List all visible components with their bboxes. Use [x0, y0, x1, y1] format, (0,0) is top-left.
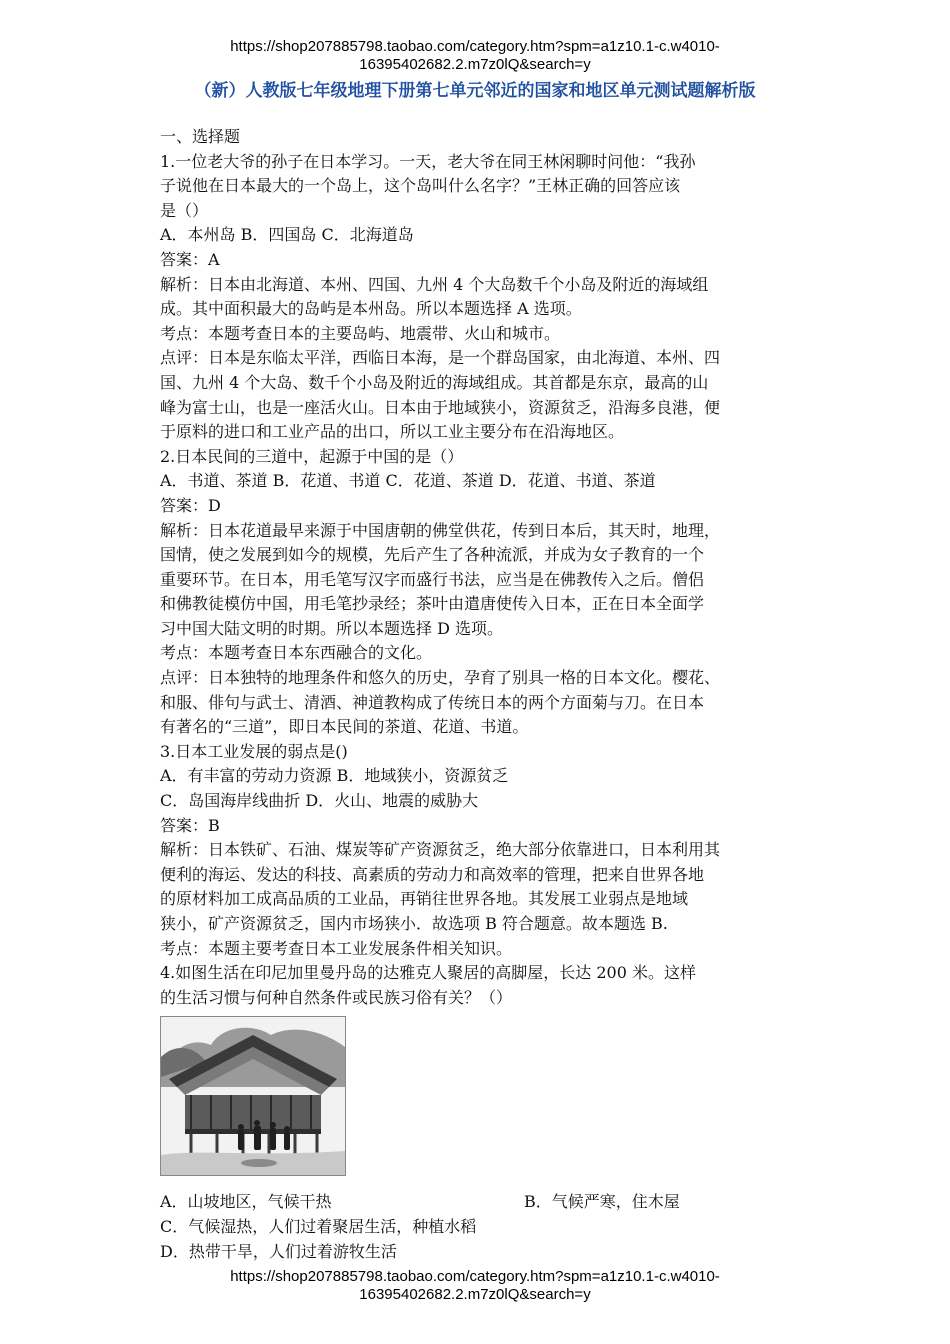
q2-answer: 答案：D — [160, 495, 221, 515]
stilt-house-drawing — [161, 1017, 345, 1175]
header-url[interactable] — [0, 38, 950, 74]
q1-comment-line2: 国、九州 4 个大岛、数千个小岛及附近的海域组成。其首都是东京，最高的山 — [160, 372, 709, 392]
q2-comment-line2: 和服、俳句与武士、清酒、神道教构成了传统日本的两个方面菊与刀。在日本 — [160, 692, 705, 712]
q1-analysis-line1: 解析：日本由北海道、本州、四国、九州 4 个大岛数千个小岛及附近的海域组 — [160, 274, 709, 294]
q2-stem: 2.日本民间的三道中，起源于中国的是（） — [160, 446, 464, 466]
q2-analysis-line4: 和佛教徒模仿中国，用毛笔抄录经；茶叶由遣唐使传入日本，正在日本全面学 — [160, 594, 705, 614]
q1-answer: 答案：A — [160, 249, 220, 269]
q1-stem-line1: 1.一位老大爷的孙子在日本学习。一天，老大爷在同王林闲聊时问他：“我孙 — [160, 151, 696, 171]
footer-url[interactable] — [0, 1268, 950, 1304]
q3-options-line2: C．岛国海岸线曲折 D．火山、地震的威胁大 — [160, 791, 479, 811]
q3-analysis-line4: 狭小，矿产资源贫乏，国内市场狭小．故选项 B 符合题意。故本题选 B. — [160, 914, 668, 933]
q3-point: 考点：本题主要考查日本工业发展条件相关知识。 — [160, 938, 513, 958]
q1-comment-line1: 点评：日本是东临太平洋，西临日本海，是一个群岛国家，由北海道、本州、四 — [160, 348, 721, 368]
q2-comment-line3: 有著名的“三道”，即日本民间的茶道、花道、书道。 — [160, 717, 529, 737]
q1-stem-line2: 子说他在日本最大的一个岛上，这个岛叫什么名字？”王林正确的回答应该 — [160, 176, 681, 196]
section-heading: 一、选择题 — [160, 127, 241, 146]
q1-comment-line4: 于原料的进口和工业产品的出口，所以工业主要分布在沿海地区。 — [160, 422, 625, 442]
q4-option-b: B．气候严寒，住木屋 — [524, 1192, 680, 1212]
header-url-line2[interactable]: 16395402682.2.m7z0lQ&search=y — [359, 56, 591, 73]
q4-options-ab — [160, 1190, 800, 1215]
q2-analysis-line2: 国情，使之发展到如今的规模，先后产生了各种流派，并成为女子教育的一个 — [160, 545, 705, 565]
q1-options: A．本州岛 B．四国岛 C．北海道岛 — [160, 225, 414, 245]
q3-stem: 3.日本工业发展的弱点是() — [160, 741, 348, 761]
q4-option-c: C．气候湿热，人们过着聚居生活，种植水稻 — [160, 1216, 477, 1236]
header-url-line1[interactable]: https://shop207885798.taobao.com/category.htm?spm=a1z10.1-c.w4010- — [230, 38, 720, 55]
q1-point: 考点：本题考查日本的主要岛屿、地震带、火山和城市。 — [160, 323, 561, 343]
q2-comment-line1: 点评：日本独特的地理条件和悠久的历史，孕育了别具一格的日本文化。樱花、 — [160, 668, 721, 688]
q1-stem-line3: 是（） — [160, 200, 209, 220]
footer-url-line2[interactable]: 16395402682.2.m7z0lQ&search=y — [359, 1286, 591, 1303]
q4-stem-line2: 的生活习惯与何种自然条件或民族习俗有关？（） — [160, 987, 513, 1007]
q1-analysis-line2: 成。其中面积最大的岛屿是本州岛。所以本题选择 A 选项。 — [160, 299, 582, 319]
q4-option-a: A．山坡地区，气候干热 — [160, 1192, 332, 1212]
q1-comment-line3: 峰为富士山，也是一座活火山。日本由于地域狭小，资源贫乏，沿海多良港，便 — [160, 397, 721, 417]
q3-answer: 答案：B — [160, 815, 220, 835]
document-title: （新）人教版七年级地理下册第七单元邻近的国家和地区单元测试题解析版 — [194, 81, 756, 101]
q3-analysis-line3: 的原材料加工成高品质的工业品，再销往世界各地。其发展工业弱点是地域 — [160, 889, 689, 909]
footer-url-line1[interactable]: https://shop207885798.taobao.com/category.htm?spm=a1z10.1-c.w4010- — [230, 1268, 720, 1285]
q2-analysis-line5: 习中国大陆文明的时期。所以本题选择 D 选项。 — [160, 618, 504, 638]
q4-stem-line1: 4.如图生活在印尼加里曼丹岛的达雅克人聚居的高脚屋，长达 200 米。这样 — [160, 963, 696, 983]
q3-analysis-line2: 便利的海运、发达的科技、高素质的劳动力和高效率的管理，把来自世界各地 — [160, 864, 705, 884]
q3-analysis-line1: 解析：日本铁矿、石油、煤炭等矿产资源贫乏，绝大部分依靠进口，日本利用其 — [160, 840, 721, 860]
q2-point: 考点：本题考查日本东西融合的文化。 — [160, 643, 433, 663]
stilt-house-illustration — [160, 1016, 346, 1176]
q2-options: A．书道、茶道 B．花道、书道 C．花道、茶道 D．花道、书道、茶道 — [160, 471, 656, 491]
document-body — [160, 125, 800, 1264]
q4-option-d: D．热带干旱，人们过着游牧生活 — [160, 1241, 397, 1261]
q3-options-line1: A．有丰富的劳动力资源 B．地域狭小，资源贫乏 — [160, 766, 509, 786]
q2-analysis-line3: 重要环节。在日本，用毛笔写汉字而盛行书法，应当是在佛教传入之后。僧侣 — [160, 569, 705, 589]
q2-analysis-line1: 解析：日本花道最早来源于中国唐朝的佛堂供花，传到日本后，其天时，地理， — [160, 520, 721, 540]
